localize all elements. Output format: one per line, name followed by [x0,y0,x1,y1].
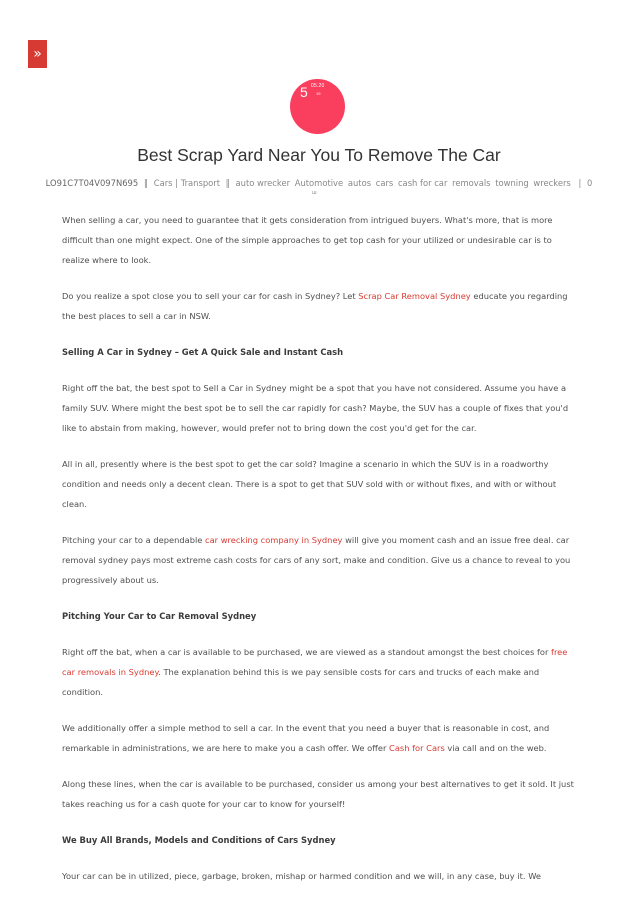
date-badge [290,79,345,134]
sidebar-toggle-button[interactable] [28,40,47,68]
comments-suffix: ш [312,190,317,196]
tag-link[interactable]: cash for car [397,178,448,188]
paragraph: Pitching your car to a dependable car wrecking company in Sydney will give you moment cash and an issue free deal. car removal sydney pays most extreme cash costs for cars of any sort, make and condition. Give us a chance to reveal to you progressively about us. [62,535,571,585]
paragraph: Along these lines, when the car is available to be purchased, consider us among your best alternatives to get it sold. It just takes reaching us for a cash quote for your car to know for yourself! [62,779,574,809]
inline-link[interactable]: Cash for Cars [389,743,445,753]
tag-link[interactable]: Automotive [294,178,344,188]
paragraph: All in all, presently where is the best spot to get the car sold? Imagine a scenario in which the SUV is in a roadworthy condition and needs only a decent clean. There is a spot to get that SUV sold with or without fixes, and with or without clean. [62,459,557,509]
tag-link[interactable]: removals [452,178,491,188]
author-link[interactable]: LO91C7T04V097N695 [45,178,139,188]
tag-link[interactable]: cars [375,178,394,188]
category-link[interactable]: Cars [153,178,173,188]
tag-link[interactable]: wreckers [533,178,571,188]
meta-separator: | [578,178,582,188]
tag-link[interactable]: autos [347,178,372,188]
inline-link[interactable]: free car removals in Sydney [62,647,568,677]
inline-link[interactable]: Scrap Car Removal Sydney [358,291,471,301]
post-meta [0,178,638,188]
paragraph: Your car can be in utilized, piece, garbage, broken, mishap or harmed condition and we will, in any case, buy it. We [62,871,542,881]
page-title: Best Scrap Yard Near You To Remove The Car [137,145,501,165]
paragraph: When selling a car, you need to guarantee that it gets consideration from intrigued buyers. What's more, that is more difficult than one might expect. One of the simple approaches to get top cash for your utilized or undesirable car is to realize where to look. [62,215,553,265]
article-body [62,210,578,902]
tag-link[interactable]: towning [495,178,529,188]
section-heading: Pitching Your Car to Car Removal Sydney [62,611,257,621]
category-separator: | [175,178,181,188]
section-heading: We Buy All Brands, Models and Conditions of Cars Sydney [62,835,336,845]
paragraph: Right off the bat, when a car is available to be purchased, we are viewed as a standout amongst the best choices for free car removals in Sydney. The explanation behind this is we pay sensible costs for cars and trucks of each make and condition. [62,647,568,697]
inline-link[interactable]: car wrecking company in Sydney [205,535,343,545]
meta-separator: ‖ [143,178,149,188]
date-day: 5 [300,84,308,100]
meta-separator: ‖ [225,178,230,188]
date-year: 19 [316,91,321,96]
paragraph: Right off the bat, the best spot to Sell a Car in Sydney might be a spot that you have not considered. Assume you have a family SUV. Where might the best spot be to sell the car rapidly for cash? Maybe, the SUV has a couple of fixes that you'd like to abstain from making, however, would prefer not to bring down the cost you'd get for the car. [62,383,569,433]
paragraph: We additionally offer a simple method to sell a car. In the event that you need a buyer that is reasonable in cost, and remarkable in administrations, we are here to make you a cash offer. We offer Cash for Cars via call and on the web. [62,723,550,753]
category-link[interactable]: Transport [180,178,220,188]
tag-link[interactable]: auto wrecker [235,178,291,188]
comments-count-link[interactable]: 0 [586,178,593,188]
paragraph: Do you realize a spot close you to sell your car for cash in Sydney? Let Scrap Car Removal Sydney educate you regarding the best places to sell a car in NSW. [62,291,568,321]
section-heading: Selling A Car in Sydney – Get A Quick Sale and Instant Cash [62,347,344,357]
date-month: 05.20 [311,83,325,89]
double-chevron-right-icon: » [33,46,42,62]
